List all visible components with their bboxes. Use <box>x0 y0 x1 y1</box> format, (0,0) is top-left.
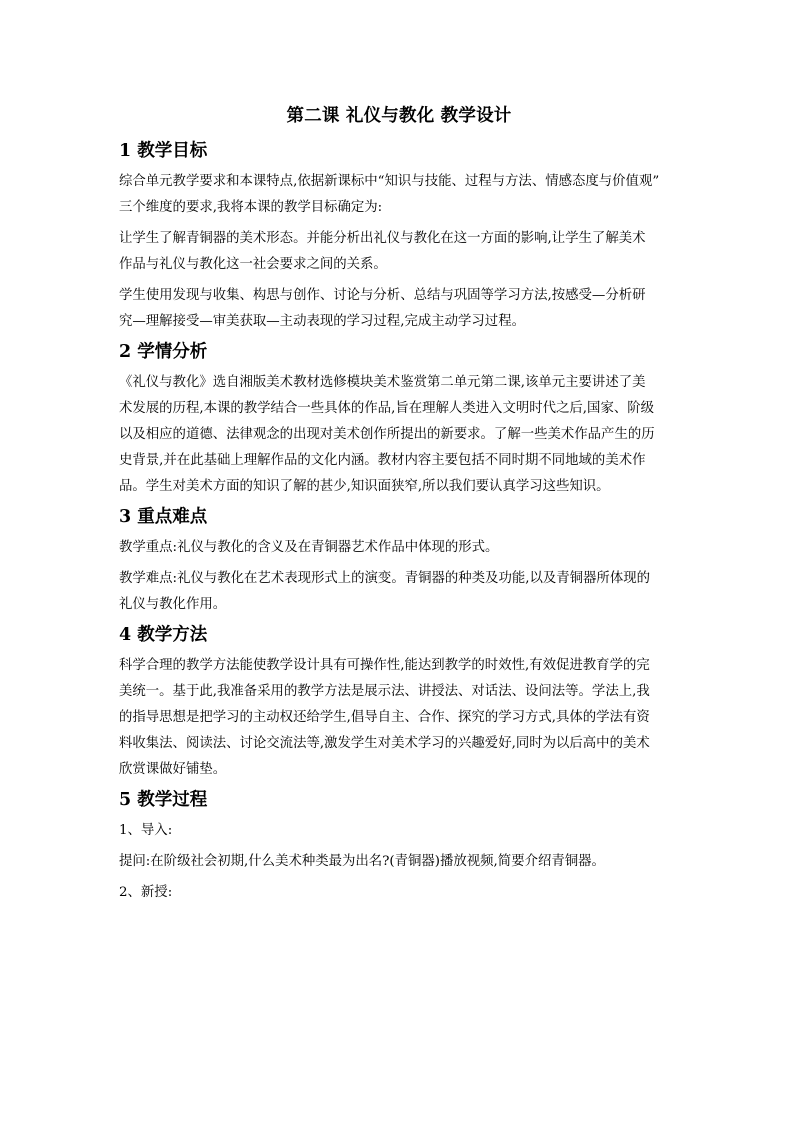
paragraph-line: 三个维度的要求,我将本课的教学目标确定为: <box>119 200 383 215</box>
section-heading: 5 教学过程 <box>119 790 208 810</box>
paragraph-line: 究—理解接受—审美获取—主动表现的学习过程,完成主动学习过程。 <box>119 314 525 329</box>
paragraph-line: 品。学生对美术方面的知识了解的甚少,知识面狭窄,所以我们要认真学习这些知识。 <box>119 479 610 494</box>
paragraph-line: 科学合理的教学方法能使教学设计具有可操作性,能达到教学的时效性,有效促进教育学的完 <box>119 658 650 673</box>
document-title: 第二课 礼仪与教化 教学设计 <box>286 106 512 126</box>
section-teaching-methods <box>119 623 679 783</box>
paragraph-line: 料收集法、阅读法、讨论交流法等,激发学生对美术学习的兴趣爱好,同时为以后高中的美术 <box>119 736 650 751</box>
paragraph-line: 学生使用发现与收集、构思与创作、讨论与分析、总结与巩固等学习方法,按感受—分析研 <box>119 288 646 303</box>
section-teaching-goals <box>119 139 679 335</box>
paragraph-line: 提问:在阶级社会初期,什么美术种类最为出名?(青铜器)播放视频,简要介绍青铜器。 <box>119 854 605 869</box>
paragraph-line: 史背景,并在此基础上理解作品的文化内涵。教材内容主要包括不同时期不同地域的美术作 <box>119 453 646 468</box>
paragraph-line: 的指导思想是把学习的主动权还给学生,倡导自主、合作、探究的学习方式,具体的学法有资 <box>119 710 650 725</box>
paragraph-line: 2、新授: <box>119 885 173 900</box>
section-heading: 3 重点难点 <box>119 507 208 527</box>
paragraph-line: 教学难点:礼仪与教化在艺术表现形式上的演变。青铜器的种类及功能,以及青铜器所体现的 <box>119 571 650 586</box>
section-teaching-process <box>119 788 679 906</box>
section-heading: 2 学情分析 <box>119 342 208 362</box>
paragraph-line: 教学重点:礼仪与教化的含义及在青铜器艺术作品中体现的形式。 <box>119 540 499 555</box>
section-key-points <box>119 505 679 618</box>
paragraph-line: 综合单元教学要求和本课特点,依据新课标中“知识与技能、过程与方法、情感态度与价值观” <box>119 174 660 189</box>
paragraph-line: 以及相应的道德、法律观念的出现对美术创作所提出的新要求。了解一些美术作品产生的历 <box>119 427 655 442</box>
section-heading: 4 教学方法 <box>119 625 208 645</box>
document-content <box>119 104 679 911</box>
paragraph-line: 美统一。基于此,我准备采用的教学方法是展示法、讲授法、对话法、设问法等。学法上,我 <box>119 684 650 699</box>
section-student-analysis <box>119 340 679 500</box>
paragraph-line: 让学生了解青铜器的美术形态。并能分析出礼仪与教化在这一方面的影响,让学生了解美术 <box>119 231 646 246</box>
paragraph-line: 1、导入: <box>119 823 173 838</box>
paragraph-line: 作品与礼仪与教化这一社会要求之间的关系。 <box>119 257 387 272</box>
section-heading: 1 教学目标 <box>119 141 208 161</box>
paragraph-line: 术发展的历程,本课的教学结合一些具体的作品,旨在理解人类进入文明时代之后,国家、阶级 <box>119 401 655 416</box>
paragraph-line: 欣赏课做好铺垫。 <box>119 762 227 777</box>
paragraph-line: 《礼仪与教化》选自湘版美术教材选修模块美术鉴赏第二单元第二课,该单元主要讲述了美 <box>119 375 646 390</box>
paragraph-line: 礼仪与教化作用。 <box>119 597 227 612</box>
